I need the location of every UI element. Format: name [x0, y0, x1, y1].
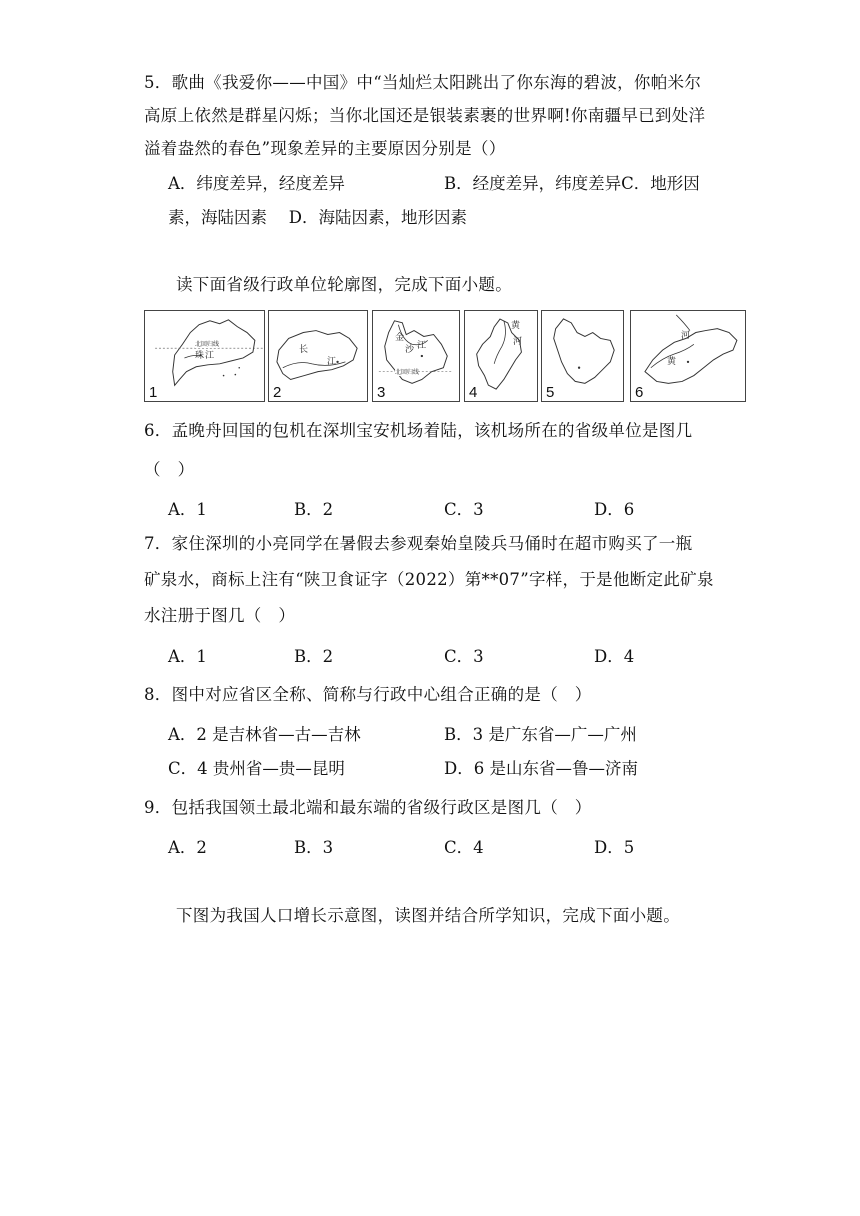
map-2-number: 2	[273, 384, 282, 401]
q6-option-b: B．2	[294, 500, 334, 519]
map-6-label-1: 黄	[667, 357, 677, 367]
q5-option-b: B．经度差异，纬度差异C．地形因	[444, 174, 700, 193]
map-2-label-0: 长	[299, 345, 309, 355]
map-4-label-0: 黄	[511, 321, 521, 331]
q8-line: 8．图中对应省区全称、简称与行政中心组合正确的是（ ）	[144, 685, 592, 704]
q5-line-1: 5．歌曲《我爱你——中国》中“当灿烂太阳跳出了你东海的碧波，你帕米尔	[144, 73, 702, 92]
q7-option-d: D．4	[594, 647, 635, 666]
q5-option-a: A．纬度差异，经度差异	[168, 174, 345, 193]
map-3-label-3: 北回归线	[395, 369, 420, 376]
q6-line-2: （ ）	[144, 460, 195, 479]
q8-option-b: B．3 是广东省—广—广州	[444, 725, 637, 744]
q8-option-c: C．4 贵州省—贵—昆明	[168, 759, 345, 778]
map-3-label-0: 金	[395, 333, 405, 343]
q9-line: 9．包括我国领土最北端和最东端的省级行政区是图几（ ）	[144, 798, 592, 817]
map-3-label-1: 沙	[405, 345, 415, 355]
map-2-outline	[269, 311, 367, 401]
q9-option-b: B．3	[294, 838, 334, 857]
q8-option-d: D．6 是山东省—鲁—济南	[444, 759, 638, 778]
map-3	[372, 310, 460, 402]
q7-line-1: 7．家住深圳的小亮同学在暑假去参观秦始皇陵兵马俑时在超市购买了一瓶	[144, 534, 693, 553]
map-6-label-0: 河	[681, 331, 691, 341]
map-4-number: 4	[469, 384, 478, 401]
province-outline-maps	[144, 310, 746, 403]
map-2-label-1: 江	[327, 357, 337, 367]
map-1-label-2: 江	[205, 351, 215, 361]
map-1-number: 1	[149, 384, 158, 401]
map-6-outline	[631, 311, 745, 401]
q7-option-c: C．3	[444, 647, 484, 666]
map-1	[144, 310, 265, 402]
map-1-label-1: 珠	[195, 351, 205, 361]
map-6	[630, 310, 746, 402]
q5-option-cd: 素，海陆因素 D．海陆因素，地形因素	[168, 208, 467, 227]
map-2	[268, 310, 368, 402]
q8-option-a: A．2 是吉林省—古—吉林	[168, 725, 361, 744]
q7-option-b: B．2	[294, 647, 334, 666]
map-3-number: 3	[377, 384, 386, 401]
map-6-number: 6	[635, 384, 644, 401]
q9-option-d: D．5	[594, 838, 635, 857]
intro-population: 下图为我国人口增长示意图，读图并结合所学知识，完成下面小题。	[176, 906, 680, 925]
map-5-number: 5	[546, 384, 555, 401]
q9-option-a: A．2	[168, 838, 207, 857]
q7-line-2: 矿泉水，商标上注有“陕卫食证字（2022）第**07”字样，于是他断定此矿泉	[144, 570, 714, 589]
map-4-label-1: 河	[513, 337, 523, 347]
q6-line-1: 6．孟晚舟回国的包机在深圳宝安机场着陆，该机场所在的省级单位是图几	[144, 421, 693, 440]
q6-option-d: D．6	[594, 500, 635, 519]
q6-option-c: C．3	[444, 500, 484, 519]
map-1-label-0: 北回归线	[195, 341, 220, 348]
q5-line-3: 溢着盎然的春色”现象差异的主要原因分别是（）	[144, 139, 506, 158]
q5-line-2: 高原上依然是群星闪烁；当你北国还是银装素裹的世界啊!你南疆早已到处洋	[144, 106, 706, 125]
q6-option-a: A．1	[168, 500, 207, 519]
map-3-label-2: 江	[417, 341, 427, 351]
map-5	[541, 310, 624, 402]
map-3-outline	[373, 311, 459, 401]
q9-option-c: C．4	[444, 838, 484, 857]
q7-option-a: A．1	[168, 647, 207, 666]
map-4	[464, 310, 538, 402]
q7-line-3: 水注册于图几（ ）	[144, 606, 296, 625]
intro-outline-maps: 读下面省级行政单位轮廓图，完成下面小题。	[176, 275, 512, 294]
